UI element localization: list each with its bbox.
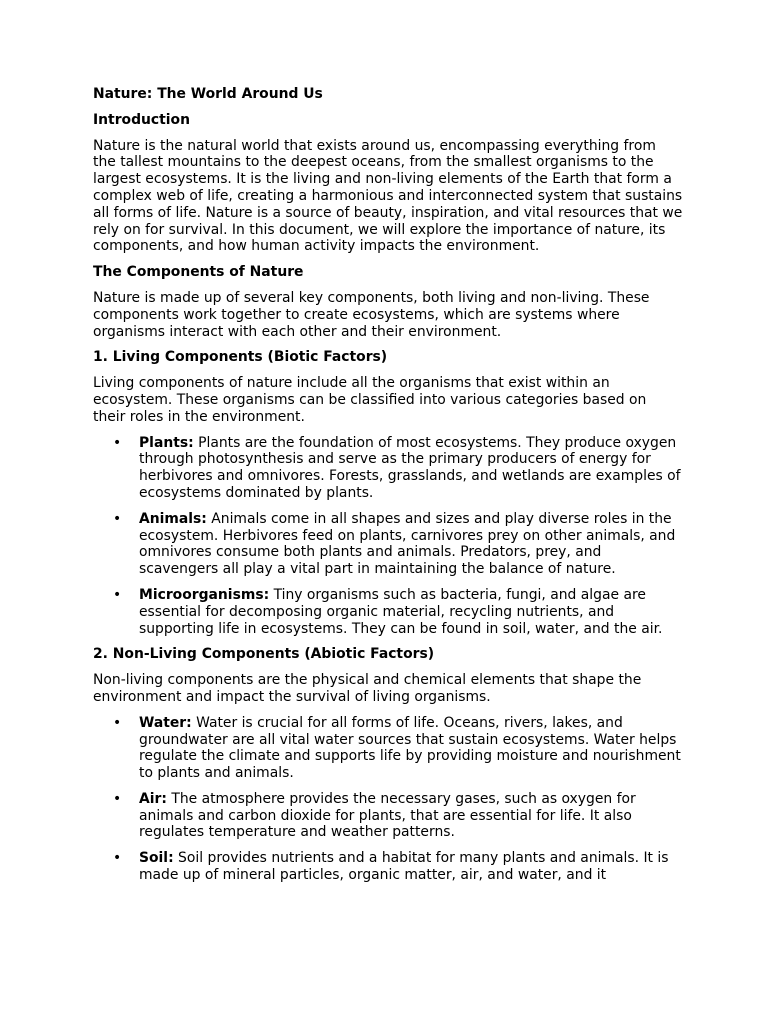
list-item-water xyxy=(93,715,683,782)
living-paragraph: Living components of nature include all the organisms that exist within an ecosystem. These organisms can be classified into various categories based on their roles in the environment. xyxy=(93,375,647,425)
term-animals: Animals: xyxy=(139,510,207,527)
bullet-icon: • xyxy=(113,434,122,451)
list-item-plants xyxy=(93,435,683,502)
text-plants: Plants are the foundation of most ecosystems. They produce oxygen through photosynthesis and serve as the primary producers of energy for herbivores and omnivores. Forests, grasslands, and wetlands are examples of ecosystems dominated by plants. xyxy=(139,434,681,501)
nonliving-list xyxy=(93,715,683,884)
section-heading-components: The Components of Nature xyxy=(93,264,304,281)
text-air: The atmosphere provides the necessary gases, such as oxygen for animals and carbon dioxide for plants, that are essential for life. It also regulates temperature and weather patterns. xyxy=(139,790,636,841)
text-soil: Soil provides nutrients and a habitat for many plants and animals. It is made up of mineral particles, organic matter, air, and water, and it xyxy=(139,850,669,884)
bullet-icon: • xyxy=(113,850,122,867)
bullet-icon: • xyxy=(113,790,122,807)
introduction-paragraph: Nature is the natural world that exists around us, encompassing everything from the tallest mountains to the deepest oceans, from the smallest organisms to the largest ecosystems. It is the living and non-living elements of the Earth that form a complex web of life, creating a harmonious and interconnected system that sustains all forms of life. Nature is a source of beauty, inspiration, and vital resources that we rely on for survival. In this document, we will explore the importance of nature, its components, and how human activity impacts the environment. xyxy=(93,137,683,255)
section-heading-introduction: Introduction xyxy=(93,111,190,128)
text-microorganisms: Tiny organisms such as bacteria, fungi, and algae are essential for decomposing organic material, recycling nutrients, and supporting life in ecosystems. They can be found in soil, water, and the air. xyxy=(139,586,663,637)
list-item-animals xyxy=(93,511,683,578)
bullet-icon: • xyxy=(113,714,122,731)
term-air: Air: xyxy=(139,790,167,807)
list-item-microorganisms xyxy=(93,587,683,637)
nonliving-paragraph: Non-living components are the physical and chemical elements that shape the environment and impact the survival of living organisms. xyxy=(93,672,642,705)
term-water: Water: xyxy=(139,714,192,731)
list-item-soil xyxy=(93,850,683,884)
term-microorganisms: Microorganisms: xyxy=(139,586,270,603)
section-heading-nonliving: 2. Non-Living Components (Abiotic Factors) xyxy=(93,646,435,663)
list-item-air xyxy=(93,791,683,841)
term-plants: Plants: xyxy=(139,434,194,451)
bullet-icon: • xyxy=(113,586,122,603)
text-water: Water is crucial for all forms of life. Oceans, rivers, lakes, and groundwater are all vital water sources that sustain ecosystems. Water helps regulate the climate and supports life by providing moisture and nourishment to plants and animals. xyxy=(139,714,681,782)
components-paragraph: Nature is made up of several key components, both living and non-living. These components work together to create ecosystems, which are systems where organisms interact with each other and their environment. xyxy=(93,289,650,340)
bullet-icon: • xyxy=(113,510,122,527)
term-soil: Soil: xyxy=(139,850,174,867)
document-page xyxy=(93,86,683,893)
document-title: Nature: The World Around Us xyxy=(93,86,323,102)
living-list xyxy=(93,435,683,638)
text-animals: Animals come in all shapes and sizes and play diverse roles in the ecosystem. Herbivores feed on plants, carnivores prey on other animals, and omnivores consume both plants and animals. Predators, prey, and scavengers all play a vital part in maintaining the balance of nature. xyxy=(139,510,676,578)
section-heading-living: 1. Living Components (Biotic Factors) xyxy=(93,349,388,366)
